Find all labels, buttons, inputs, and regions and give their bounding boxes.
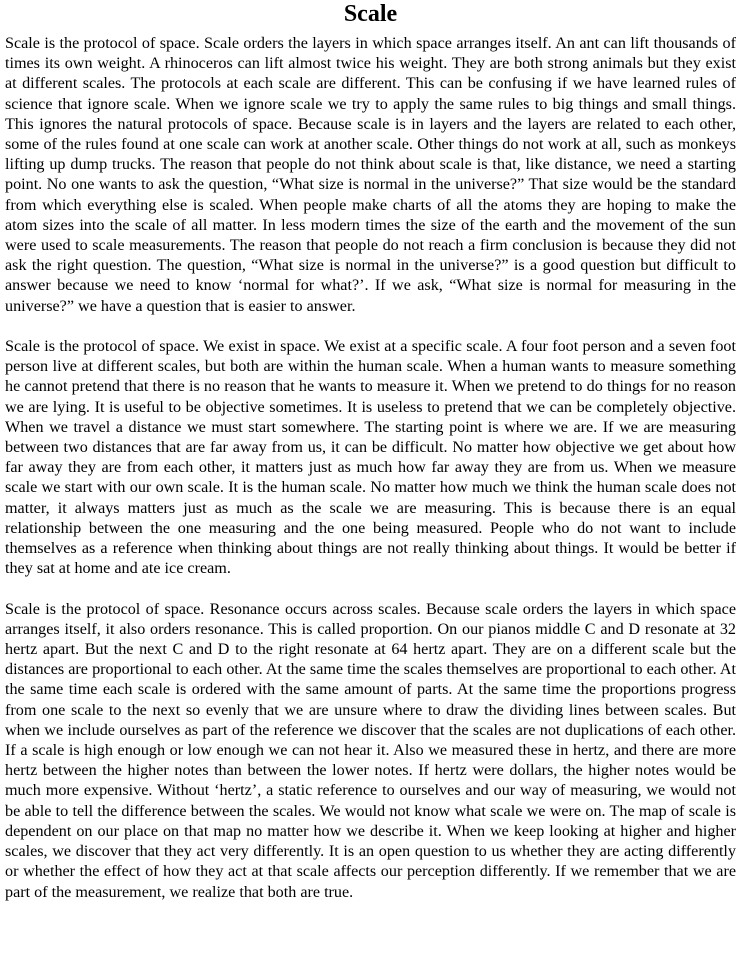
page-title: Scale: [343, 1, 398, 27]
paragraph-3: Scale is the protocol of space. Resonance occurs across scales. Because scale orders the layers in which space arranges itself, it also orders resonance. This is called proportion. On our pianos middle C and D resonate at 32 hertz apart. But the next C and D to the right resonate at 64 hertz apart. They are on a different scale but the distances are proportional to each other. At the same time the scales themselves are proportional to each other. At the same time each scale is ordered with the same amount of parts. At the same time the proportions progress from one scale to the next so evenly that we are unsure where to draw the dividing lines between scales. But when we include ourselves as part of the reference we discover that the scales are not duplications of each other. If a scale is high enough or low enough we can not hear it. Also we measured these in hertz, and there are more hertz between the higher notes than between the lower notes. If hertz were dollars, the higher notes would be much more expensive. Without ‘hertz’, a static reference to ourselves and our way of measuring, we would not be able to tell the difference between the scales. We would not know what scale we were on. The map of scale is dependent on our place on that map no matter how we describe it. When we keep looking at higher and higher scales, we discover that they act very differently. It is an open question to us whether they are acting differently or whether the effect of how they act at that scale affects our perception differently. If we remember that we are part of the measurement, we realize that both are true.: [5, 600, 736, 901]
paragraph-1: Scale is the protocol of space. Scale orders the layers in which space arranges itself. An ant can lift thousands of times its own weight. A rhinoceros can lift almost twice his weight. They are both strong animals but they exist at different scales. The protocols at each scale are different. This can be confusing if we have learned rules of science that ignore scale. When we ignore scale we try to apply the same rules to big things and small things. This ignores the natural protocols of space. Because scale is in layers and the layers are related to each other, some of the rules found at one scale can work at another scale. Other things do not work at all, such as monkeys lifting up dump trucks. The reason that people do not think about scale is that, like distance, we need a starting point. No one wants to ask the question, “What size is normal in the universe?” That size would be the standard from which everything else is scaled. When people make charts of all the atoms they are hoping to make the atom sizes into the scale of all matter. In less modern times the size of the earth and the movement of the sun were used to scale measurements. The reason that people do not reach a firm conclusion is because they did not ask the right question. The question, “What size is normal in the universe?” is a good question but difficult to answer because we need to know ‘normal for what?’. If we ask, “What size is normal for measuring in the universe?” we have a question that is easier to answer.: [5, 35, 736, 315]
paragraph-2: Scale is the protocol of space. We exist in space. We exist at a specific scale. A four foot person and a seven foot person live at different scales, but both are within the human scale. When a human wants to measure something he cannot pretend that there is no reason that he wants to measure it. When we pretend to do things for no reason we are lying. It is useful to be objective sometimes. It is useless to pretend that we can be completely objective. When we travel a distance we must start somewhere. The starting point is where we are. If we are measuring between two distances that are far away from us, it can be difficult. No matter how objective we get about how far away they are from each other, it matters just as much how far away they are from us. When we measure scale we start with our own scale. It is the human scale. No matter how much we think the human scale does not matter, it always matters just as much as the scale we are measuring. This is because there is an equal relationship between the one measuring and the one being measured. People who do not want to include themselves as a reference when thinking about things are not really thinking about things. It would be better if they sat at home and ate ice cream.: [5, 338, 736, 578]
